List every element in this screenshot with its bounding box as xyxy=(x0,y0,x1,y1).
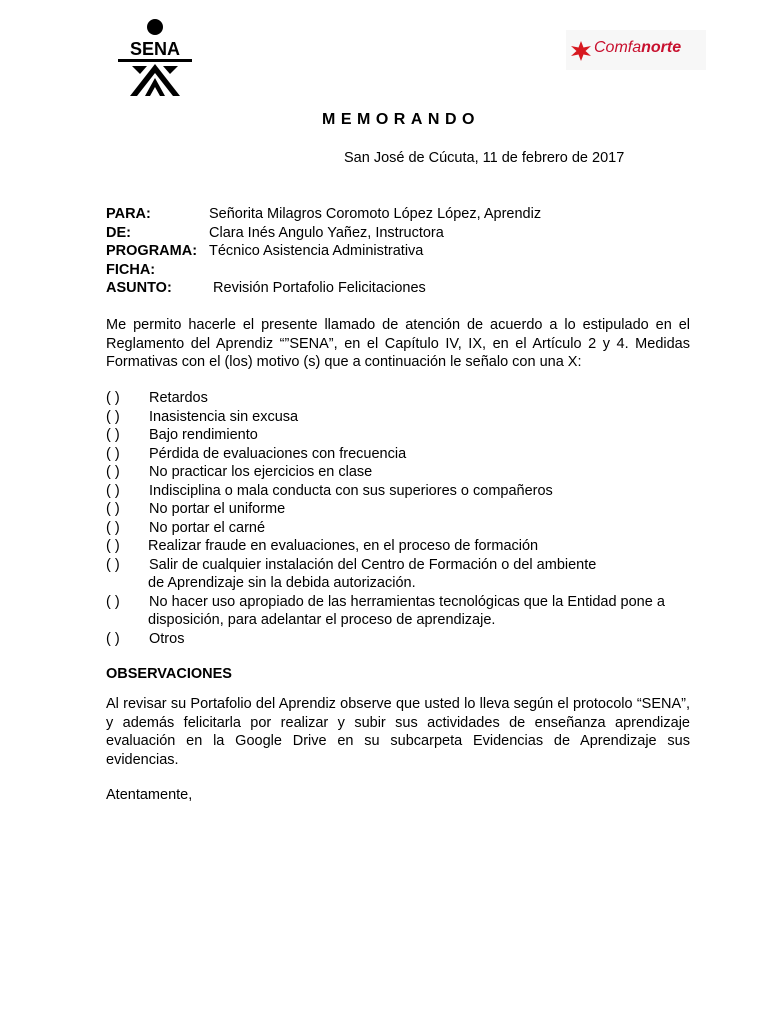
date-line: San José de Cúcuta, 11 de febrero de 2017 xyxy=(344,150,625,166)
comfanorte-logo-text-bold: norte xyxy=(641,39,682,56)
list-item xyxy=(106,630,184,649)
memo-header xyxy=(0,205,768,300)
document-title: MEMORANDO xyxy=(322,111,480,128)
intro-paragraph: Me permito hacerle el presente llamado de atención de acuerdo a lo estipulado en el Reglamento del Aprendiz “”SENA”, en el Capítulo IV, IX, en el Artículo 2 y 4. Medidas Formativas con el (los) motivo (s) que a continuación le señalo con una X: xyxy=(106,317,690,370)
reason-text: No hacer uso apropiado de las herramientas tecnológicas que la Entidad pone a xyxy=(149,593,665,610)
observations-title: OBSERVACIONES xyxy=(106,666,232,682)
list-item xyxy=(106,482,553,501)
list-item xyxy=(106,519,265,538)
list-item-continuation xyxy=(148,611,495,630)
reason-text: Otros xyxy=(149,630,185,647)
list-item xyxy=(106,426,258,445)
checkbox-mark: ( ) xyxy=(106,593,120,610)
reason-text: Indisciplina o mala conducta con sus superiores o compañeros xyxy=(149,482,553,499)
reason-text: Inasistencia sin excusa xyxy=(149,408,299,425)
asunto-value: Revisión Portafolio Felicitaciones xyxy=(209,280,426,296)
comfanorte-logo xyxy=(566,30,706,70)
list-item xyxy=(106,389,208,408)
list-item xyxy=(106,537,538,556)
checkbox-mark: ( ) xyxy=(106,482,120,499)
checkbox-mark: ( ) xyxy=(106,630,120,647)
checkbox-mark: ( ) xyxy=(106,390,120,406)
closing-line: Atentamente, xyxy=(106,787,193,803)
reason-text: Bajo rendimiento xyxy=(149,427,258,443)
programa-label: PROGRAMA: xyxy=(106,243,198,259)
checkbox-mark: ( ) xyxy=(106,408,120,425)
reason-text: disposición, para adelantar el proceso de aprendizaje. xyxy=(148,612,496,628)
para-label: PARA: xyxy=(106,206,151,222)
list-item xyxy=(106,556,596,575)
checkbox-mark: ( ) xyxy=(106,556,120,573)
reason-text: No portar el uniforme xyxy=(149,501,286,517)
reason-text: Realizar fraude en evaluaciones, en el proceso de formación xyxy=(148,538,539,554)
checkbox-mark: ( ) xyxy=(106,427,120,443)
reason-text: Salir de cualquier instalación del Centro de Formación o del ambiente xyxy=(149,556,597,573)
list-item xyxy=(106,593,665,612)
programa-value: Técnico Asistencia Administrativa xyxy=(209,243,424,259)
list-item xyxy=(106,445,406,464)
ficha-label: FICHA: xyxy=(106,261,156,278)
de-value: Clara Inés Angulo Yañez, Instructora xyxy=(209,224,444,241)
list-item xyxy=(106,500,285,519)
checkbox-mark: ( ) xyxy=(106,445,120,462)
de-label: DE: xyxy=(106,224,131,241)
asunto-label: ASUNTO: xyxy=(106,280,172,296)
list-item-continuation xyxy=(148,574,416,593)
observations-paragraph: Al revisar su Portafolio del Aprendiz observe que usted lo lleva según el protocolo “SENA”, y además felicitarla por realizar y subir sus actividades de enseñanza aprendizaje evaluación en la Google Drive en su subcarpeta Evidencias de Aprendizaje sus evidencias. xyxy=(106,696,690,768)
checkbox-mark: ( ) xyxy=(106,501,120,517)
list-item xyxy=(106,463,372,482)
reason-text: Pérdida de evaluaciones con frecuencia xyxy=(149,445,407,462)
comfanorte-star-icon xyxy=(570,40,592,62)
reason-text: No practicar los ejercicios en clase xyxy=(149,464,373,480)
sena-logo xyxy=(112,18,198,100)
comfanorte-logo-text-regular: Comfa xyxy=(594,39,642,56)
reason-text: No portar el carné xyxy=(149,519,266,536)
sena-logo-text: SENA xyxy=(129,39,181,59)
para-value: Señorita Milagros Coromoto López López, Aprendiz xyxy=(209,206,542,222)
checkbox-mark: ( ) xyxy=(106,538,120,554)
checkbox-mark: ( ) xyxy=(106,519,120,536)
reason-text: de Aprendizaje sin la debida autorización. xyxy=(148,575,416,591)
reason-text: Retardos xyxy=(149,390,208,406)
list-item xyxy=(106,408,298,427)
checkbox-mark: ( ) xyxy=(106,464,120,480)
